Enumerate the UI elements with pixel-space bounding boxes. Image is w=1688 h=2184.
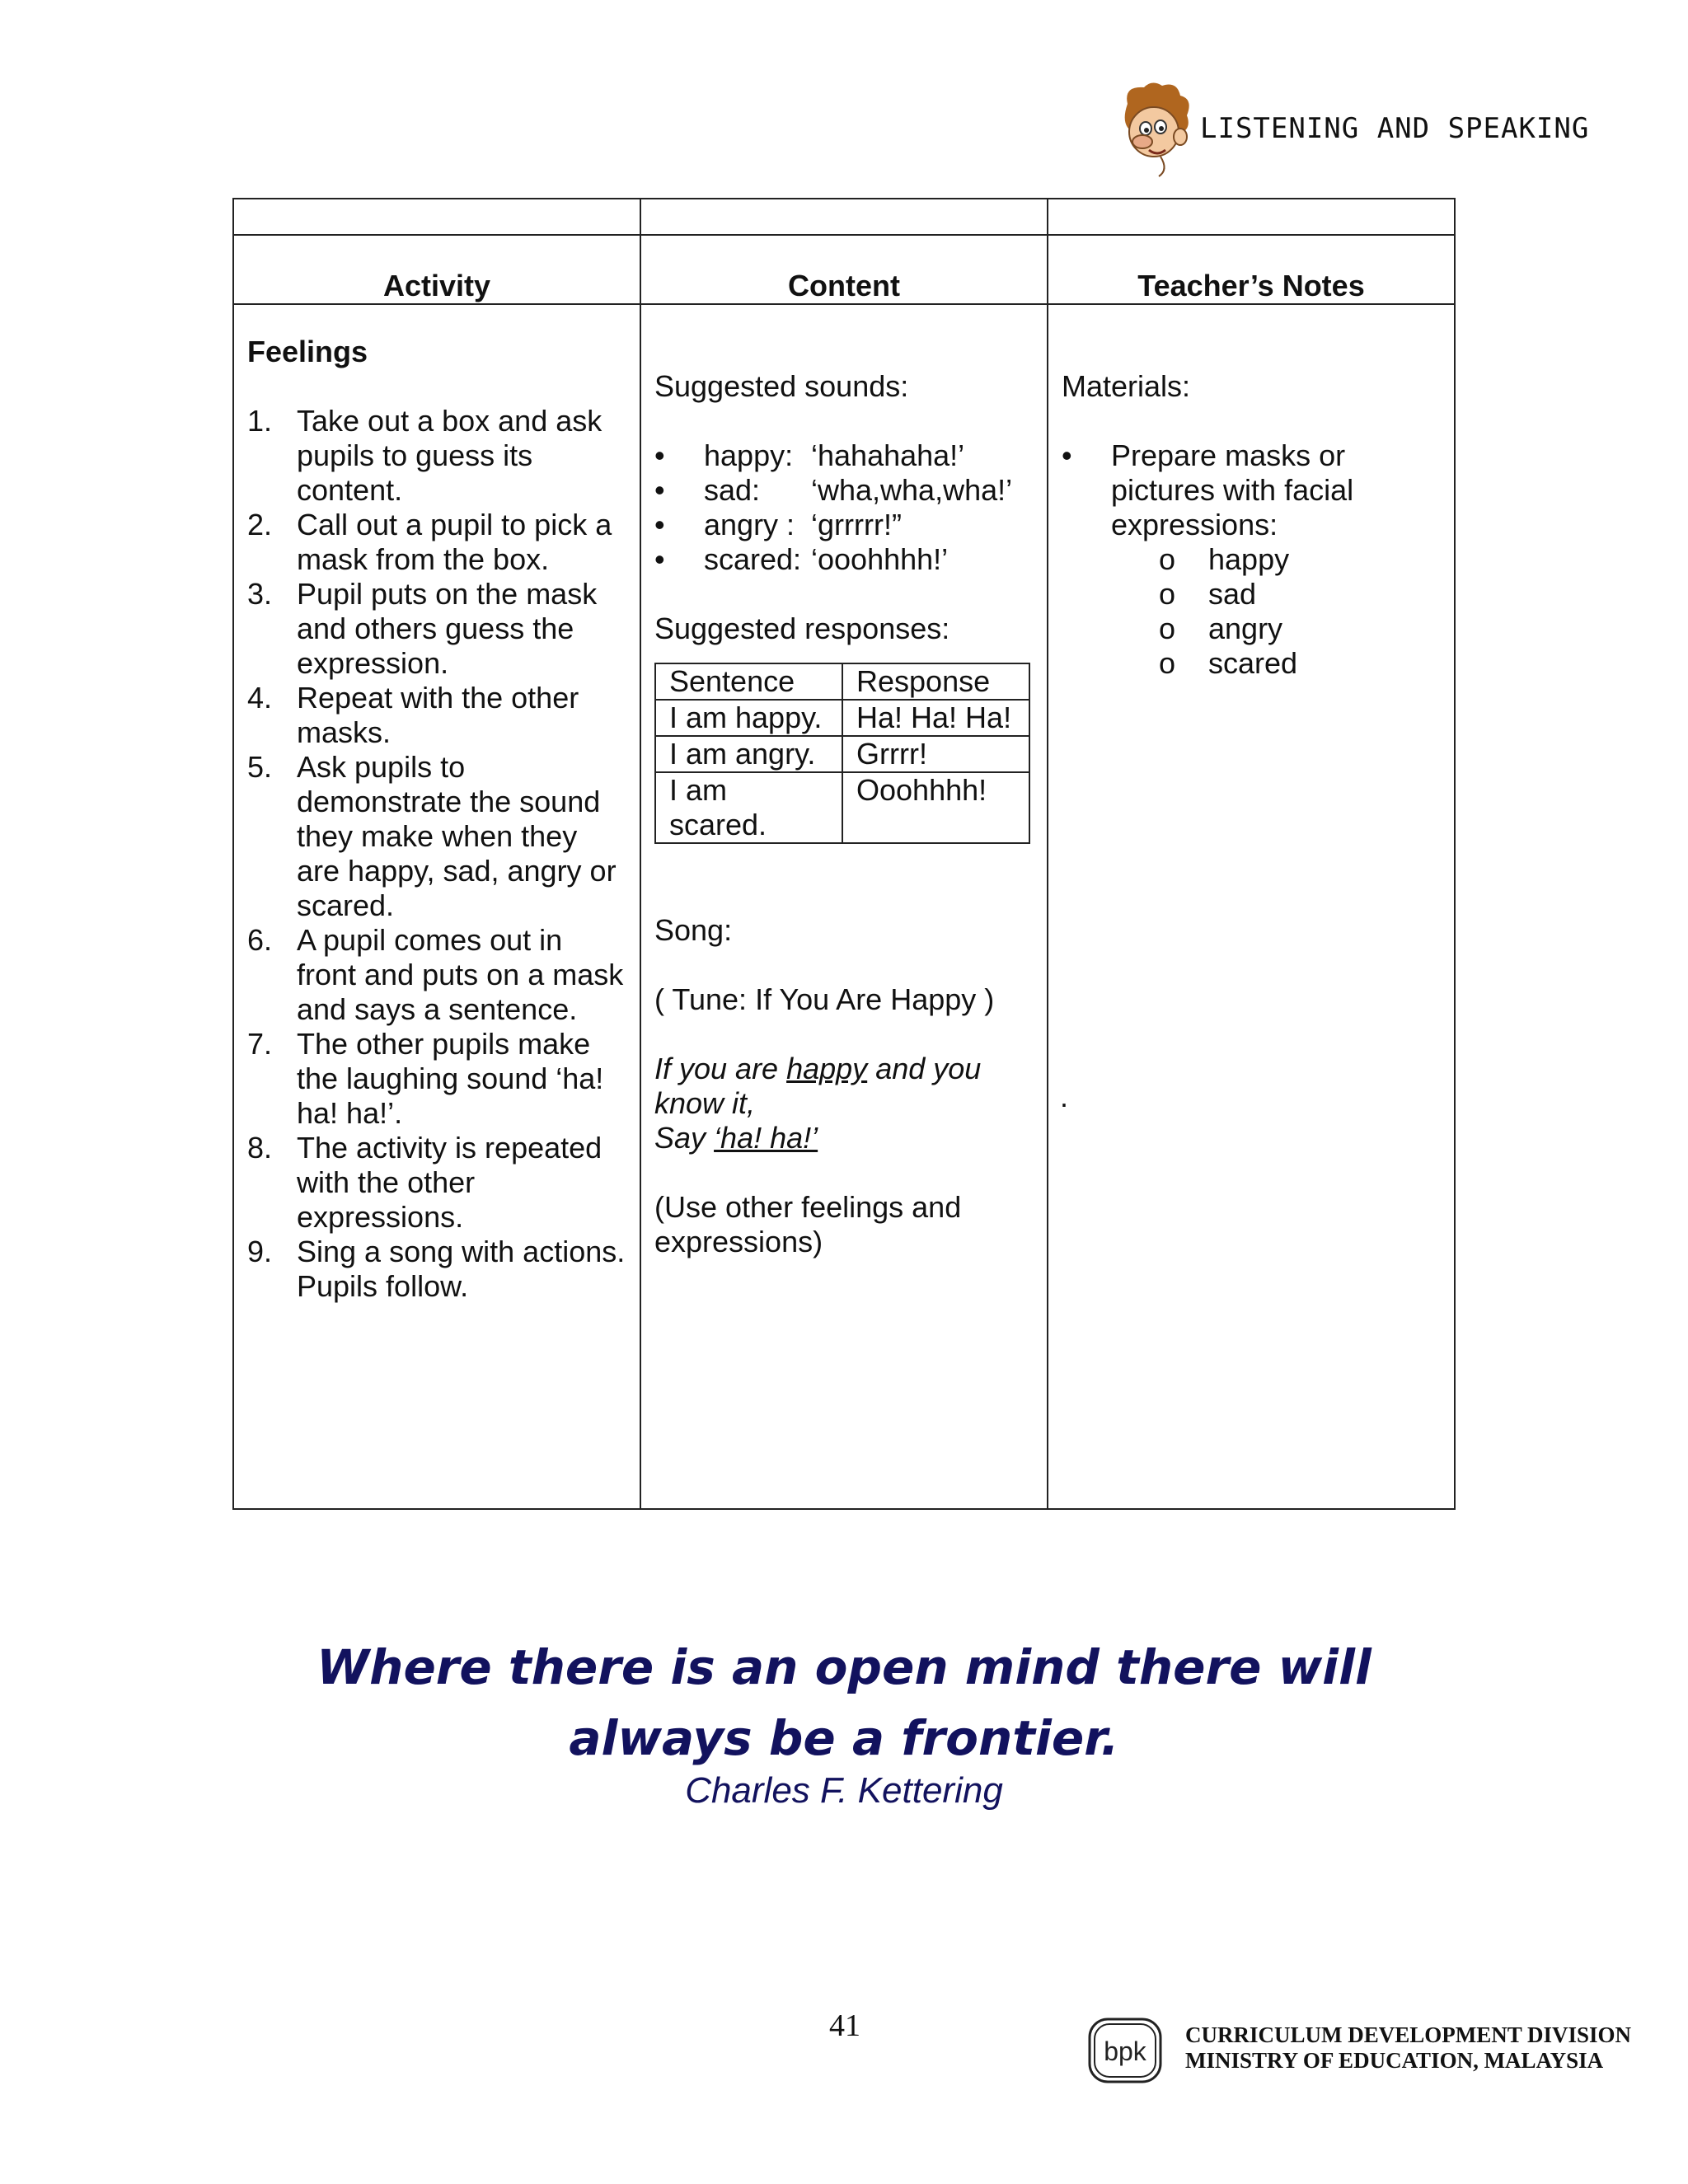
materials-label: Materials: <box>1062 369 1191 403</box>
table-row <box>655 772 1029 843</box>
empty-cell <box>233 199 640 235</box>
table-header-cell: Sentence <box>655 663 842 700</box>
table-cell: Ooohhhh! <box>842 772 1029 843</box>
list-item: o scared <box>1159 646 1298 680</box>
list-item: • angry : ‘grrrrr!” <box>654 508 902 541</box>
list-item: 4. Repeat with the other masks. <box>247 681 579 749</box>
footer-line-2: MINISTRY OF EDUCATION, MALAYSIA <box>1185 2048 1604 2073</box>
activity-title: Feelings <box>247 335 368 368</box>
stray-period: . <box>1060 1080 1069 1113</box>
table-row <box>655 663 1029 700</box>
empty-cell <box>640 199 1048 235</box>
list-item: o angry <box>1159 612 1283 645</box>
suggested-sounds-label: Suggested sounds: <box>654 369 909 403</box>
table-cell: Ha! Ha! Ha! <box>842 700 1029 736</box>
list-item: 9. Sing a song with actions. Pupils follow. <box>247 1235 626 1303</box>
table-cell: I am angry. <box>655 736 842 772</box>
responses-table <box>654 663 1030 844</box>
list-item: • sad: ‘wha,wha,wha!’ <box>654 473 1013 507</box>
bpk-logo-icon <box>1086 2016 1164 2085</box>
column-header-content: Content <box>640 235 1048 304</box>
table-row <box>655 700 1029 736</box>
quote-author: Charles F. Kettering <box>685 1770 1003 1811</box>
quote-text: Where there is an open mind there will always be a frontier. <box>316 1639 1372 1766</box>
table-header-row <box>233 235 1455 304</box>
list-item: 8. The activity is repeated with the other expressions. <box>247 1131 603 1234</box>
table-row <box>655 736 1029 772</box>
list-item: • Prepare masks or pictures with facial expressions: <box>1062 438 1354 541</box>
activity-steps <box>247 404 626 1304</box>
list-item: • scared: ‘ooohhhh!’ <box>654 542 949 576</box>
footer-org <box>1185 2022 1631 2074</box>
list-item: 1. Take out a box and ask pupils to guess its content. <box>247 404 603 507</box>
table-body-row <box>233 304 1455 1509</box>
boy-mascot-icon <box>1111 79 1202 178</box>
song-tune: ( Tune: If You Are Happy ) <box>654 982 995 1016</box>
lesson-plan-table <box>232 198 1456 1510</box>
svg-text:bpk: bpk <box>1104 2036 1146 2066</box>
page-header <box>1111 79 1622 178</box>
table-cell: I am scared. <box>655 772 842 843</box>
sounds-list <box>654 438 1034 577</box>
suggested-responses-label: Suggested responses: <box>654 612 950 645</box>
list-item: 5. Ask pupils to demonstrate the sound they make when they are happy, sad, angry or scared. <box>247 750 617 922</box>
activity-cell <box>233 304 640 1509</box>
table-header-cell: Response <box>842 663 1029 700</box>
table-cell: I am happy. <box>655 700 842 736</box>
table-cell: Grrrr! <box>842 736 1029 772</box>
footer-line-1: CURRICULUM DEVELOPMENT DIVISION <box>1185 2022 1632 2047</box>
column-header-activity: Activity <box>233 235 640 304</box>
expressions-list <box>1062 542 1441 681</box>
section-title: LISTENING AND SPEAKING <box>1200 112 1590 145</box>
list-item: 7. The other pupils make the laughing sound ‘ha! ha! ha!’. <box>247 1027 604 1130</box>
list-item: • happy: ‘hahahaha!’ <box>654 438 965 472</box>
page-number: 41 <box>829 2008 860 2043</box>
list-item: 6. A pupil comes out in front and puts on a mask and says a sentence. <box>247 923 624 1026</box>
empty-cell <box>1048 199 1455 235</box>
song-label: Song: <box>654 913 733 947</box>
materials-list <box>1062 438 1441 542</box>
list-item: 3. Pupil puts on the mask and others guess the expression. <box>247 577 598 680</box>
list-item: o happy <box>1159 542 1290 576</box>
list-item: 2. Call out a pupil to pick a mask from the box. <box>247 508 612 576</box>
list-item: o sad <box>1159 577 1257 611</box>
column-header-teachers-notes: Teacher’s Notes <box>1048 235 1455 304</box>
table-top-row <box>233 199 1455 235</box>
content-cell <box>640 304 1048 1509</box>
song-note: (Use other feelings and expressions) <box>654 1190 962 1258</box>
song-lyrics: If you are happy and you know it, Say ‘ha! ha!’ <box>654 1052 982 1155</box>
teachers-notes-cell <box>1048 304 1455 1509</box>
